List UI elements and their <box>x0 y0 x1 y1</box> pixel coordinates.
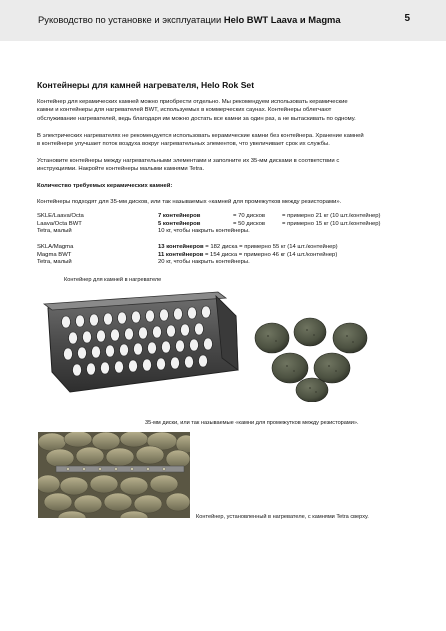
p1-line-3: обслуживание нагревателей, ведь благодаря им можно достать все камни за один раз, а не вытаскивать по одному. <box>37 115 356 122</box>
model-cell: Laava/Octa BWT <box>37 220 82 227</box>
paragraph-1 <box>37 98 411 123</box>
caption-container: Контейнер для камней в нагревателе <box>64 277 162 283</box>
rest-text: = 182 диска = примерно 55 кг (14 шт./контейнер) <box>203 244 338 250</box>
p3-line-2: инструкциями. Накройте контейнеры малыми камнями Tetra. <box>37 166 205 173</box>
subheading: Количество требуемых керамических камней: <box>37 183 173 189</box>
paragraph-2 <box>37 132 411 149</box>
count-cell: 7 контейнеров <box>158 213 201 219</box>
model-cell: Tetra, малый <box>37 259 72 266</box>
model-cell: SKLA/Magma <box>37 244 74 250</box>
p1-line-1: Контейнер для керамических камней можно приобрести отдельно. Мы рекомендуем использовать керамические <box>37 99 348 105</box>
weight-cell: = примерно 21 кг (10 шт./контейнер) <box>282 213 381 219</box>
container-photo <box>40 286 240 398</box>
header-title: Руководство по установке и эксплуатации Helo BWT Laava и Magma <box>38 14 341 25</box>
page-header <box>0 0 446 41</box>
discs-cell: = 50 дисков <box>233 220 265 227</box>
count-bold: 11 контейнеров <box>158 251 204 258</box>
count-cell: 10 кг, чтобы накрыть контейнеры. <box>158 228 250 235</box>
p2-line-2: в контейнере улучшает поток воздуха вокруг нагревательных элементов, что увеличивает срок их службы. <box>37 141 330 148</box>
page-number: 5 <box>404 13 410 24</box>
model-cell: Tetra, малый <box>37 228 72 235</box>
p1-line-2: камни и контейнеры для нагревателей BWT, используемых в коммерческих саунах. Контейнеры облегчают <box>37 107 332 114</box>
section-title: Контейнеры для камней нагревателя, Helo Rok Set <box>37 80 255 90</box>
discs-photo <box>252 316 372 402</box>
rest-text: = 154 диска = примерно 46 кг (14 шт./контейнер) <box>203 251 338 258</box>
caption-discs: 35-мм диски, или так называемые «камни для промежутков между резисторами». <box>145 420 359 426</box>
paragraph-4: Контейнеры подходят для 35-мм дисков, или так называемых «камней для промежутков между резисторами». <box>37 199 342 205</box>
count-cell <box>158 244 338 252</box>
p2-line-1: В электрических нагревателях не рекомендуется использовать керамические камни без контейнера. Хранение камней <box>37 133 364 139</box>
model-cell: Magma BWT <box>37 251 72 258</box>
paragraph-3 <box>37 157 411 174</box>
model-cell: SKLE/Laava/Octa <box>37 213 84 219</box>
discs-cell: = 70 дисков <box>233 213 265 219</box>
count-bold: 13 контейнеров <box>158 244 204 250</box>
installed-photo <box>38 432 190 518</box>
p3-line-1: Установите контейнеры между нагревательными элементами и заполните их 35-мм дисками в соответствии с <box>37 158 340 164</box>
count-cell: 20 кг, чтобы накрыть контейнеры. <box>158 259 250 266</box>
caption-installed: Контейнер, установленный в нагревателе, с камнями Tetra сверху. <box>196 514 369 520</box>
weight-cell: = примерно 15 кг (10 шт./контейнер) <box>282 220 381 227</box>
count-cell: 5 контейнеров <box>158 220 201 227</box>
